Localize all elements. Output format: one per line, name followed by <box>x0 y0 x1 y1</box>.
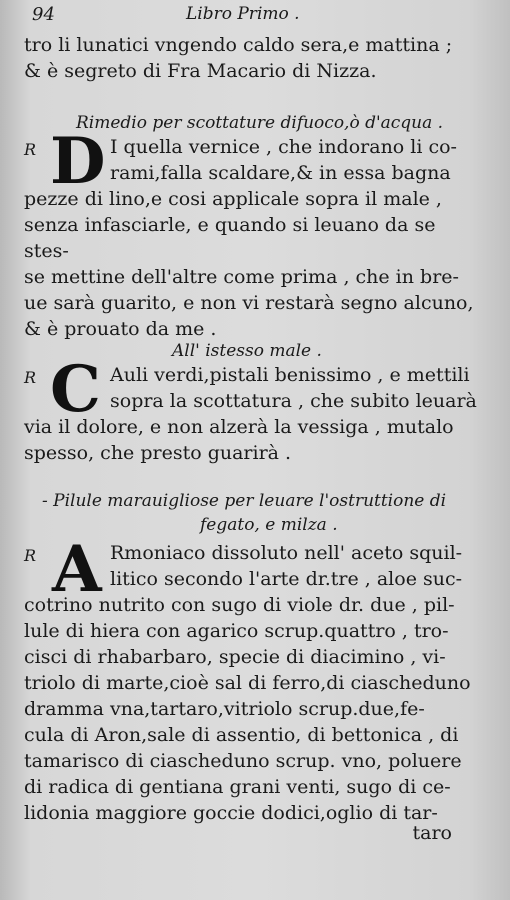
recipe-symbol: R <box>24 546 37 565</box>
text-line: & è prouato da me . <box>24 318 217 340</box>
section-heading-pilule-cont: fegato, e milza . <box>200 515 338 535</box>
text-line: tamarisco di ciascheduno scrup. vno, poluere <box>24 750 462 772</box>
text-line: rami,falla scaldare,& in essa bagna <box>110 162 451 184</box>
text-line: lidonia maggiore goccie dodici,oglio di tar- <box>24 802 438 824</box>
section-body-istesso <box>24 362 484 466</box>
section-heading-istesso: All' istesso male . <box>172 341 322 361</box>
text-line: litico secondo l'arte dr.tre , aloe suc- <box>110 568 463 590</box>
recipe-symbol: R <box>24 368 37 387</box>
text-line: sopra la scottatura , che subito leuarà <box>110 390 477 412</box>
text-line: senza infasciarle, e quando si leuano da se stes- <box>24 214 436 262</box>
section-heading-scottature: Rimedio per scottature difuoco,ò d'acqua . <box>76 113 444 133</box>
drop-cap: C <box>50 352 101 427</box>
text-line: lule di hiera con agarico scrup.quattro , tro- <box>24 620 449 642</box>
text-line: se mettine dell'altre come prima , che in bre- <box>24 266 459 288</box>
catchword: taro <box>412 822 452 844</box>
text-line: cula di Aron,sale di assentio, di bettonica , di <box>24 724 459 746</box>
text-line: I quella vernice , che indorano li co- <box>110 136 457 158</box>
text-line: cisci di rhabarbaro, specie di diacimino , vi- <box>24 646 446 668</box>
text-line: pezze di lino,e cosi applicale sopra il male , <box>24 188 442 210</box>
drop-cap: A <box>52 532 102 607</box>
text-line: triolo di marte,cioè sal di ferro,di ciascheduno <box>24 672 471 694</box>
text-line: via il dolore, e non alzerà la vessiga , mutalo <box>24 416 454 438</box>
text-line: ue sarà guarito, e non vi restarà segno alcuno, <box>24 292 474 314</box>
text-line: spesso, che presto guarirà . <box>24 442 292 464</box>
text-line: di radica di gentiana grani venti, sugo di ce- <box>24 776 451 798</box>
running-title: Libro Primo . <box>186 4 300 24</box>
text-line: cotrino nutrito con sugo di viole dr. due , pil- <box>24 594 455 616</box>
text-line: Rmoniaco dissoluto nell' aceto squil- <box>110 542 463 564</box>
page-number: 94 <box>32 4 55 25</box>
text-line: Auli verdi,pistali benissimo , e mettili <box>110 364 470 386</box>
section-body-pilule <box>24 532 484 826</box>
text-line: dramma vna,tartaro,vitriolo scrup.due,fe- <box>24 698 425 720</box>
drop-cap: D <box>50 124 106 199</box>
text-line: & è segreto di Fra Macario di Nizza. <box>24 60 377 82</box>
section-body-scottature <box>24 134 484 342</box>
intro-text <box>24 32 484 84</box>
recipe-symbol: R <box>24 140 37 159</box>
section-heading-pilule: - Pilule marauigliose per leuare l'ostruttione di <box>42 491 447 511</box>
text-line: tro li lunatici vngendo caldo sera,e mattina ; <box>24 34 453 56</box>
